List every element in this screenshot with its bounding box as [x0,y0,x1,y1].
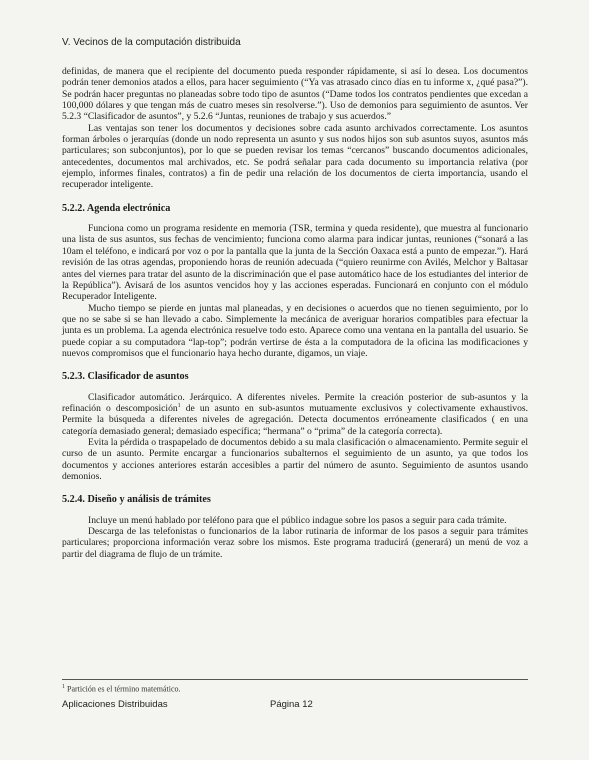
paragraph-agenda-2: Mucho tiempo se pierde en juntas mal planeadas, y en decisiones o acuerdos que no tienen seguimiento, por lo que no se sabe si se han llevado a cabo. Simplemente la mecánica de averiguar horarios compatibles para efectuar la junta es un problema. La agenda electrónica resuelve todo esto. Aparece como una ventana en la pantalla del usuario. Se puede copiar a su computadora “lap-top”; podrán vertirse de ésta a la computadora de la oficina las modificaciones y nuevos compromisos que el funcionario haya hecho durante, digamos, un viaje. [62,302,528,359]
section-heading-5-2-2: 5.2.2. Agenda electrónica [62,202,171,214]
paragraph-clasificador-1 [62,392,528,437]
footnote [62,684,181,694]
footer-title: Aplicaciones Distribuidas [62,699,168,710]
paragraph-agenda-1: Funciona como un programa residente en memoria (TSR, termina y queda residente), que muestra al funcionario una lista de sus asuntos, sus fechas de vencimiento; funciona como alarma para indicar juntas, reuniones (“sonará a las 10am el teléfono, e indicará por voz o por la pantalla que la junta de la Sección Oaxaca está a punto de empezar.”). Hará revisión de las otras agendas, proponiendo horas de reunión adecuada (“quiero reunirme con Avilés, Melchor y Baltasar antes del viernes para tratar del asunto de la discriminación que el pase automático hace de los estudiantes del interior de la República”). Avisará de los asuntos vencidos hoy y las acciones esperadas. Funcionará en conjunto con el módulo Recuperador Inteligente. [62,223,528,303]
page-body [62,66,528,560]
paragraph-ventajas: Las ventajas son tener los documentos y decisiones sobre cada asunto archivados correctamente. Los asuntos forman árboles o jerarquías (donde un nodo representa un asunto y sus nodos hijos son sub asuntos suyos, asuntos más particulares; son subconjuntos), por lo que se pueden revisar los temas “cercanos” buscando documentos adicionales, antecedentes, documentos mal archivados, etc. Se podrá señalar para cada documento su importancia relativa (por ejemplo, informes finales, contratos) a fin de pedir una relación de los documentos de cierta importancia, usando el recuperador inteligente. [62,122,528,191]
footnote-reference: 1 [177,402,181,409]
paragraph-clasificador-1-b: de un asunto en sub-asuntos mutuamente exclusivos y colectivamente exhaustivos. Permite la búsqueda a diferentes niveles de agregación. Detecta documentos erróneamente clasificados ( en una categoría demasiado general; demasiado específica; “hermana” o “prima” de la categoría correcta). [62,402,529,437]
paragraph-tramites-2: Descarga de las telefonistas o funcionarios de la labor rutinaria de informar de los pasos a seguir para trámites particulares; proporciona información veraz sobre los mismos. Este programa traducirá (generará) un menú de voz a partir del diagrama de flujo de un trámite. [62,526,528,560]
running-header: V. Vecinos de la computación distribuida [62,37,241,48]
paragraph-intro: definidas, de manera que el recipiente del documento pueda responder rápidamente, si así lo desea. Los documentos podrán tener demonios atados a ellos, para hacer seguimiento (“Ya vas atrasado cinco días en tu informe x, ¿qué pasa?”). Se podrán hacer preguntas no planeadas sobre todo tipo de asuntos (“Dame todos los contratos pendientes que excedan a 100,000 dólares y que tengan más de cuatro meses sin resolverse.”). Uso de demonios para seguimiento de asuntos. Ver 5.2.3 “Clasificador de asuntos”, y 5.2.6 “Juntas, reuniones de trabajo y sus acuerdos.” [62,66,528,123]
paragraph-tramites-1: Incluye un menú hablado por teléfono para que el público indague sobre los pasos a seguir para cada trámite. [88,514,507,526]
footnote-divider [62,679,528,680]
footnote-text: Partición es el término matemático. [65,684,181,694]
section-heading-5-2-4: 5.2.4. Diseño y análisis de trámites [62,494,211,506]
footnote-marker: 1 [62,684,65,690]
page-number: Página 12 [270,699,313,710]
paragraph-clasificador-1-a: Clasificador automático. Jerárquico. A diferentes niveles. Permite la creación posterior de sub-asuntos y la refinación o descomposición [62,391,528,414]
paragraph-clasificador-2: Evita la pérdida o traspapelado de documentos debido a su mala clasificación o almacenamiento. Permite seguir el curso de un asunto. Permite encargar a funcionarios subalternos el seguimiento de un asunto, ya que todos los documentos y acciones anteriores estarán accesibles a partir del número de asunto. Seguimiento de asuntos usando demonios. [62,436,528,482]
section-heading-5-2-3: 5.2.3. Clasificador de asuntos [62,371,189,383]
